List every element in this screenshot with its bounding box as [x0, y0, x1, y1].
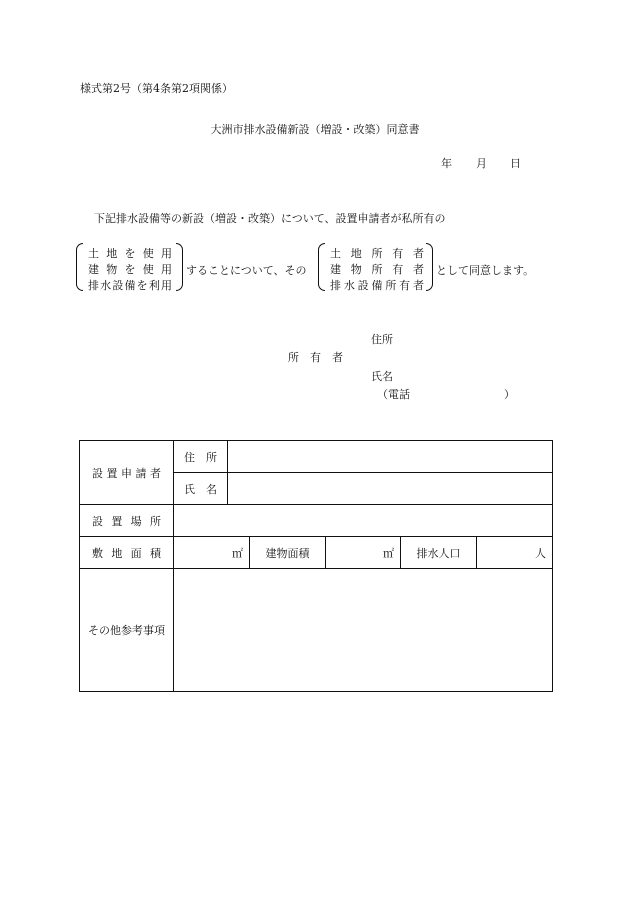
applicant-name-label: 氏 名 [174, 473, 228, 505]
usage-right-bracket [176, 243, 183, 291]
applicant-info-table [79, 440, 553, 692]
owner-left-bracket [318, 243, 325, 291]
consent-intro: 下記排水設備等の新設（増設・改築）について、設置申請者が私所有の [94, 212, 446, 225]
site-area-unit: ㎡ [232, 546, 243, 560]
usage-option-drain: 排水設備を利用 [88, 279, 172, 292]
signature-phone-close: ） [504, 388, 515, 401]
site-area-field[interactable] [174, 537, 250, 569]
applicant-address-label: 住 所 [174, 441, 228, 473]
applicant-label: 設置申請者 [80, 441, 174, 505]
drain-population-unit: 人 [535, 546, 547, 560]
signature-address-label: 住所 [371, 333, 393, 346]
consent-mid-text: することについて、その [186, 264, 307, 277]
remarks-field[interactable] [174, 569, 553, 692]
building-area-label: 建物面積 [250, 537, 326, 569]
drain-population-label: 排水人口 [401, 537, 477, 569]
signature-name-label: 氏名 [371, 370, 393, 383]
form-number: 様式第2号（第4条第2項関係） [80, 82, 233, 95]
usage-left-bracket [76, 243, 83, 291]
usage-option-building: 建物を使用 [88, 263, 172, 276]
document-title: 大洲市排水設備新設（増設・改築）同意書 [210, 123, 420, 136]
date-year-label: 年 [441, 157, 452, 170]
signature-phone-open: （電話 [377, 388, 410, 401]
owner-option-land: 土地所有者 [330, 247, 424, 260]
owner-option-drain: 排水設備所有者 [330, 279, 424, 292]
date-day-label: 日 [510, 157, 521, 170]
signature-owner-label: 所 有 者 [288, 351, 343, 364]
site-area-label: 敷地面積 [80, 537, 174, 569]
remarks-label: その他参考事項 [80, 569, 174, 692]
owner-option-building: 建物所有者 [330, 263, 424, 276]
building-area-field[interactable] [326, 537, 401, 569]
usage-option-land: 土地を使用 [88, 247, 172, 260]
date-month-label: 月 [476, 157, 487, 170]
owner-right-bracket [426, 243, 433, 291]
consent-end-text: として同意します。 [436, 264, 535, 277]
building-area-unit: ㎡ [383, 546, 394, 560]
applicant-address-field[interactable] [228, 441, 553, 473]
applicant-name-field[interactable] [228, 473, 553, 505]
location-field[interactable] [174, 505, 553, 537]
drain-population-field[interactable] [477, 537, 553, 569]
location-label: 設置場所 [80, 505, 174, 537]
